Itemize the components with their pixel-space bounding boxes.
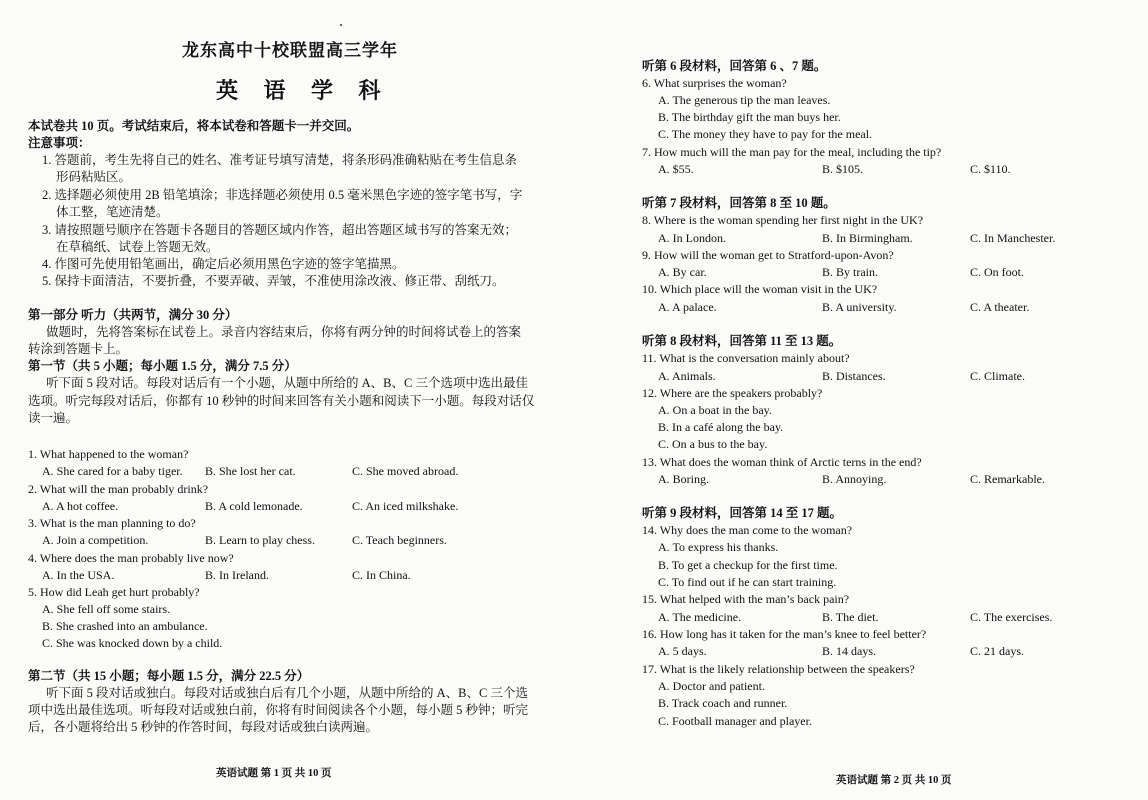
question: 13. What does the woman think of Arctic terns in the end?: [642, 455, 922, 469]
group-heading: 听第 6 段材料，回答第 6 、7 题。: [642, 59, 827, 73]
option-c: C. Teach beginners.: [352, 533, 447, 547]
option-c: C. In Manchester.: [970, 231, 1056, 245]
option-b: B. In a café along the bay.: [658, 420, 784, 434]
option-a: A. Animals.: [658, 369, 716, 383]
question: 1. What happened to the woman?: [28, 447, 189, 461]
part1-desc: 做题时，先将答案标在试卷上。录音内容结束后，你将有两分钟的时间将试卷上的答案: [46, 325, 522, 339]
option-b: B. To get a checkup for the first time.: [658, 558, 838, 572]
option-c: C. Climate.: [970, 369, 1025, 383]
option-c: C. On foot.: [970, 265, 1024, 279]
option-b: B. By train.: [822, 265, 878, 279]
option-a: A. She fell off some stairs.: [42, 602, 171, 616]
option-b: B. A cold lemonade.: [205, 499, 303, 513]
question: 8. Where is the woman spending her first night in the UK?: [642, 213, 924, 227]
question: 10. Which place will the woman visit in the UK?: [642, 282, 878, 296]
part1-title: 第一部分 听力（共两节，满分 30 分）: [28, 308, 238, 322]
option-a: A. A palace.: [658, 300, 717, 314]
question: 6. What surprises the woman?: [642, 76, 787, 90]
section2-title: 第二节（共 15 小题；每小题 1.5 分，满分 22.5 分）: [28, 669, 310, 683]
question: 12. Where are the speakers probably?: [642, 386, 823, 400]
option-b: B. A university.: [822, 300, 897, 314]
question: 14. Why does the man come to the woman?: [642, 523, 853, 537]
part1-desc: 转涂到答题卡上。: [28, 342, 129, 356]
question: 15. What helped with the man’s back pain?: [642, 592, 850, 606]
notice-item: 2. 选择题必须使用 2B 铅笔填涂；非选择题必须使用 0.5 毫米黑色字迹的签字笔书写，字: [42, 188, 523, 202]
option-a: A. A hot coffee.: [42, 499, 119, 513]
question: 9. How will the woman get to Stratford-upon-Avon?: [642, 248, 894, 262]
notice-item: 在草稿纸、试卷上答题无效。: [56, 240, 219, 254]
option-b: B. 14 days.: [822, 644, 876, 658]
section1-desc: 听下面 5 段对话。每段对话后有一个小题，从题中所给的 A、B、C 三个选项中选出最佳: [46, 376, 528, 390]
option-b: B. The birthday gift the man buys her.: [658, 110, 841, 124]
option-a: A. To express his thanks.: [658, 540, 779, 554]
option-b: B. Annoying.: [822, 472, 887, 486]
section1-desc: 选项。听完每段对话后，你都有 10 秒钟的时间来回答有关小题和阅读下一小题。每段对话仅: [28, 394, 535, 408]
option-c: C. In China.: [352, 568, 411, 582]
section1-desc: 读一遍。: [28, 411, 79, 425]
notice-item: 3. 请按照题号顺序在答题卡各题目的答题区域内作答，超出答题区域书写的答案无效；: [42, 223, 518, 237]
option-c: C. The money they have to pay for the meal.: [658, 127, 873, 141]
question: 3. What is the man planning to do?: [28, 516, 196, 530]
notice-intro: 本试卷共 10 页。考试结束后，将本试卷和答题卡一并交回。: [28, 119, 360, 133]
notice-item: 形码粘贴区。: [56, 170, 132, 184]
group-heading: 听第 8 段材料，回答第 11 至 13 题。: [642, 334, 842, 348]
page-footer: 英语试题 第 2 页 共 10 页: [836, 775, 952, 786]
option-a: A. Boring.: [658, 472, 709, 486]
option-b: B. In Birmingham.: [822, 231, 913, 245]
option-a: A. The generous tip the man leaves.: [658, 93, 831, 107]
option-a: A. In the USA.: [42, 568, 115, 582]
notice-item: 4. 作图可先使用铅笔画出，确定后必须用黑色字迹的签字笔描黑。: [42, 257, 405, 271]
option-c: C. Remarkable.: [970, 472, 1045, 486]
option-c: C. She moved abroad.: [352, 464, 459, 478]
option-a: A. On a boat in the bay.: [658, 403, 772, 417]
question: 7. How much will the man pay for the meal, including the tip?: [642, 145, 942, 159]
section2-desc: 项中选出最佳选项。听每段对话或独白前，你将有时间阅读各个小题，每小题 5 秒钟；听完: [28, 703, 529, 717]
notice-item: 体工整，笔迹清楚。: [56, 205, 169, 219]
option-a: A. $55.: [658, 162, 694, 176]
option-c: C. 21 days.: [970, 644, 1024, 658]
option-b: B. $105.: [822, 162, 864, 176]
option-a: A. 5 days.: [658, 644, 707, 658]
option-b: B. Track coach and runner.: [658, 696, 788, 710]
notice-item: 5. 保持卡面清洁，不要折叠，不要弄破、弄皱，不准使用涂改液、修正带、刮纸刀。: [42, 274, 505, 288]
option-c: C. The exercises.: [970, 610, 1053, 624]
option-a: A. The medicine.: [658, 610, 742, 624]
option-a: A. Doctor and patient.: [658, 679, 765, 693]
option-b: B. Distances.: [822, 369, 886, 383]
option-b: B. The diet.: [822, 610, 879, 624]
option-c: C. $110.: [970, 162, 1011, 176]
section2-desc: 听下面 5 段对话或独白。每段对话或独白后有几个小题，从题中所给的 A、B、C 三个选: [46, 686, 528, 700]
group-heading: 听第 9 段材料，回答第 14 至 17 题。: [642, 506, 843, 520]
option-c: C. A theater.: [970, 300, 1030, 314]
question: 17. What is the likely relationship between the speakers?: [642, 662, 915, 676]
option-c: C. Football manager and player.: [658, 714, 812, 728]
option-a: A. In London.: [658, 231, 726, 245]
option-c: C. On a bus to the bay.: [658, 437, 768, 451]
question: 2. What will the man probably drink?: [28, 482, 209, 496]
notice-item: 1. 答题前，考生先将自己的姓名、准考证号填写清楚，将条形码准确粘贴在考生信息条: [42, 153, 518, 167]
section2-desc: 后，各小题将给出 5 秒钟的作答时间，每段对话或独白读两遍。: [28, 720, 379, 734]
question: 5. How did Leah get hurt probably?: [28, 585, 200, 599]
option-c: C. An iced milkshake.: [352, 499, 459, 513]
option-b: B. In Ireland.: [205, 568, 269, 582]
option-b: B. She crashed into an ambulance.: [42, 619, 208, 633]
question: 11. What is the conversation mainly about?: [642, 351, 850, 365]
subject-title: 英 语 学 科: [216, 78, 391, 103]
option-a: A. Join a competition.: [42, 533, 149, 547]
notice-heading: 注意事项：: [28, 136, 91, 150]
school-title: 龙东高中十校联盟高三学年: [182, 41, 398, 60]
right-page: [560, 0, 1148, 800]
section1-title: 第一节（共 5 小题；每小题 1.5 分，满分 7.5 分）: [28, 359, 297, 373]
option-c: C. To find out if he can start training.: [658, 575, 837, 589]
option-a: A. She cared for a baby tiger.: [42, 464, 183, 478]
scan-speck: [340, 24, 342, 26]
option-b: B. Learn to play chess.: [205, 533, 315, 547]
question: 16. How long has it taken for the man’s knee to feel better?: [642, 627, 927, 641]
question: 4. Where does the man probably live now?: [28, 551, 234, 565]
page-footer: 英语试题 第 1 页 共 10 页: [216, 768, 332, 779]
option-b: B. She lost her cat.: [205, 464, 296, 478]
option-c: C. She was knocked down by a child.: [42, 636, 223, 650]
option-a: A. By car.: [658, 265, 707, 279]
group-heading: 听第 7 段材料，回答第 8 至 10 题。: [642, 196, 836, 210]
left-page: [0, 0, 560, 800]
